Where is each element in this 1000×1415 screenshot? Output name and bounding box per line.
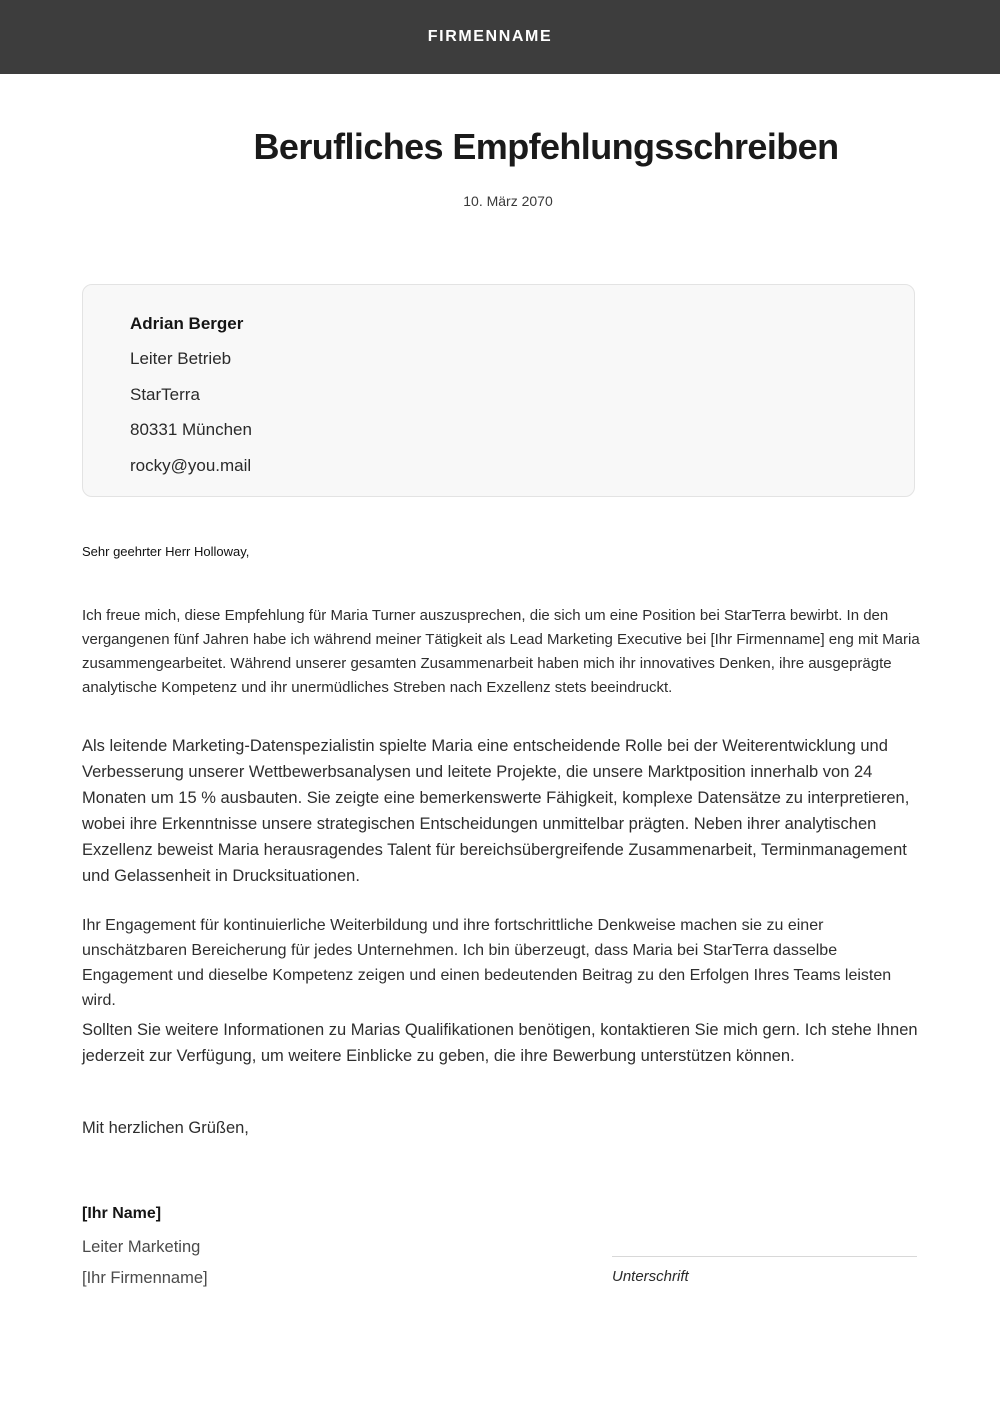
- sender-company: StarTerra: [130, 385, 200, 404]
- sender-address: 80331 München: [130, 420, 252, 439]
- document-title: Berufliches Empfehlungsschreiben: [253, 126, 839, 167]
- letter-paragraph-2: Als leitende Marketing-Datenspezialistin spielte Maria eine entscheidende Rolle bei der Weiterentwicklung und Verbesserung unserer Wettbewerbsanalysen und leitete Projekte, die unsere Marktposition innerhalb von 24 Monaten um 15 % ausbauten. Sie zeigte eine bemerkenswerte Fähigkeit, komplexe Datensätze zu interpretieren, wobei ihre Erkenntnisse unsere strategischen Entscheidungen unmittelbar prägten. Neben ihrer analytischen Exzellenz beweist Maria herausragendes Talent für bereichsübergreifende Zusammenarbeit, Terminmanagement und Gelassenheit in Drucksituationen.: [82, 737, 910, 885]
- letter-paragraph-3: Ihr Engagement für kontinuierliche Weiterbildung und ihre fortschrittliche Denkweise machen sie zu einer unschätzbaren Bereicherung für jedes Unternehmen. Ich bin überzeugt, dass Maria bei StarTerra dasselbe Engagement und dieselbe Kompetenz zeigen und einen bedeutenden Beitrag zu den Erfolgen Ihres Teams leisten wird.: [82, 917, 892, 1009]
- letter-paragraph-4: Sollten Sie weitere Informationen zu Marias Qualifikationen benötigen, kontaktieren Sie mich gern. Ich stehe Ihnen jederzeit zur Verfügung, um weitere Einblicke zu geben, die ihre Bewerbung unterstützen können.: [82, 1021, 918, 1065]
- closing-phrase: Mit herzlichen Grüßen,: [82, 1119, 249, 1137]
- signer-company: [Ihr Firmenname]: [82, 1269, 208, 1287]
- signer-name: [Ihr Name]: [82, 1205, 162, 1222]
- letter-paragraph-1: Ich freue mich, diese Empfehlung für Maria Turner auszusprechen, die sich um eine Position bei StarTerra bewirbt. In den vergangenen fünf Jahren habe ich während meiner Tätigkeit als Lead Marketing Executive bei [Ihr Firmenname] eng mit Maria zusammengearbeitet. Während unserer gesamten Zusammenarbeit haben mich ihr innovatives Denken, ihre ausgeprägte analytische Kompetenz und ihr unermüdliches Streben nach Exzellenz stets beeindruckt.: [82, 607, 920, 696]
- signer-role: Leiter Marketing: [82, 1238, 201, 1256]
- sender-name: Adrian Berger: [130, 314, 244, 333]
- document-date: 10. März 2070: [463, 193, 553, 209]
- salutation: Sehr geehrter Herr Holloway,: [82, 544, 250, 559]
- sender-email: rocky@you.mail: [130, 456, 252, 475]
- company-name: FIRMENNAME: [427, 28, 553, 45]
- header-bar: [0, 0, 1000, 74]
- signature-line: [612, 1256, 917, 1257]
- signature-label: Unterschrift: [612, 1268, 689, 1285]
- sender-info-card: [82, 284, 915, 497]
- sender-position: Leiter Betrieb: [130, 349, 232, 368]
